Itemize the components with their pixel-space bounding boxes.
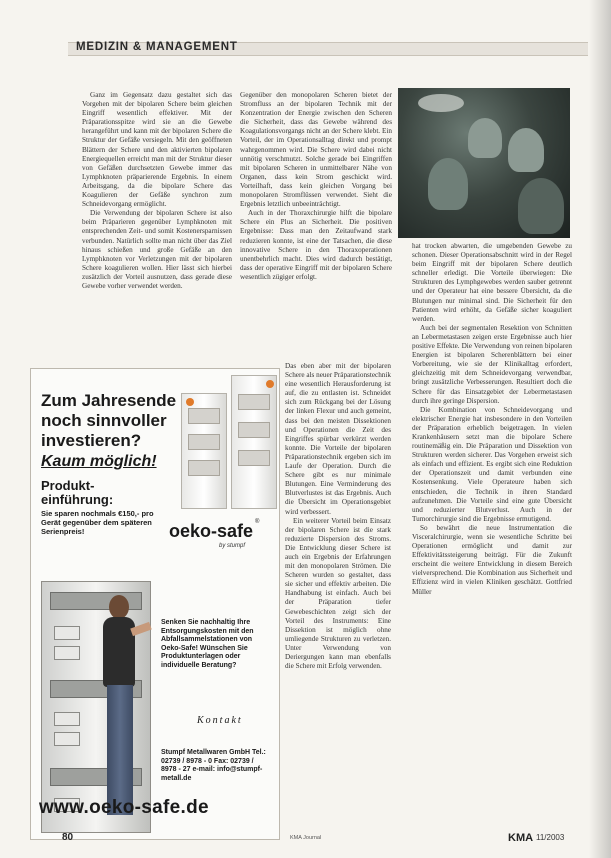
surgeon-figure: [468, 118, 502, 158]
article-column-1: [82, 91, 232, 291]
ad-kontakt: Kontakt: [197, 715, 243, 726]
woman-figure: [85, 595, 155, 825]
drawer: [238, 394, 270, 410]
ad-headline-3: investieren?: [41, 431, 142, 450]
paragraph: Ein weiterer Vorteil beim Einsatz der bipolaren Schere ist die stark reduzierte Dispersion des Stroms. Die Entwicklung dieser Schere ist auch ein Ergebnis der Erfahrungen mit den monopolaren Strömen. Die Scheren wurden so gestaltet, dass sie sicher und effektiv arbeiten. Die Handhabung ist einfach. Auch bei der Präparation tiefer Gewebeschichten zeigt sich der Vorteil des Instruments: Eine Dissektion ist möglich ohne umliegende Strukturen zu verletzen. Unter Verwendung von Deriergungen kann man ebenfalls die Schere mit Erfolg verwenden.: [285, 516, 391, 671]
footer-publication: KMA Journal: [290, 835, 322, 841]
cabinet: [231, 375, 277, 509]
paragraph: hat trocken abwarten, die umgebenden Gewebe zu schonen. Dieser Operationsabschnitt wird in der Regel beim Eingriff mit der bipolaren Schere deutlich schneller erledigt. Die Vorteile überwiegen: Die Strukturen des Lymphgewebes werden sauber getrennt und der Operateur hat eine bessere Übersicht, da die Blutungen nur minimal sind. Die Sicherheit für den Patienten wird erhöht, da Gefäße sicher koaguliert werden.: [412, 242, 572, 323]
bin: [54, 732, 80, 746]
drawer: [238, 422, 270, 438]
drawer: [238, 450, 270, 466]
knob: [266, 380, 274, 388]
logo-text: oeko-safe: [169, 521, 254, 541]
ad-promo-text: Sie sparen nochmals €150,- pro Gerät gegenüber dem späteren Serienpreis!: [41, 509, 154, 536]
surgeon-figure: [518, 178, 564, 234]
magazine-brand: KMA: [508, 832, 534, 844]
oeko-safe-logo: [169, 521, 259, 551]
surgery-photo: [398, 88, 570, 238]
paragraph: Gegenüber den monopolaren Scheren bietet der Stromfluss an der bipolaren Technik mit der Konzentration der Energie zwischen den Scheren die Sicherheit, dass das Gewebe während des Koagulationsvorgangs nicht an der Schere klebt. Ein Vorteil, der im Operationsalltag direkt und prompt wahrgenommen wird. Die Schere wird dabei nicht unnötig verschmutzt. Solche gerade bei Eingriffen mit bipolaren Scheren in unmittelbarer Nähe von Organen, dass kein Strom geschickt wird. Vorteilhaft, dass kein gleichen Vorgang bei monopolaren Stromflüssen verwendet. Sieht die Ergebnis letztlich unbeeinträchtigt.: [240, 91, 392, 209]
ad-info-text: Senken Sie nachhaltig Ihre Entsorgungskosten mit den Abfallsammelstationen von Oeko-Safe! Wünschen Sie Produktunterlagen oder individuelle Beratung?: [161, 619, 254, 669]
logo-subtitle: by stumpf: [219, 543, 246, 549]
bin: [54, 712, 80, 726]
article-column-3: [412, 242, 572, 597]
cabinet: [181, 393, 227, 509]
cabinet-illustration: [181, 375, 277, 515]
paragraph: Auch bei der segmentalen Resektion von Schnitten an Lebermetastasen zeigen erste Ergebnisse auch hier positive Effekte. Die Verwendung von reinen bipolaren Energien ist bipolaren Scherenblättern bei einer Vorbereitung, wie sie der Klinikalltag erfordert, gleichzeitig mit dem Schneidevorgang verwendbar, bringt zusätzliche Verbesserungen. Resultiert doch die Schere für das Einsatzgebiet der Lebermetastasen durch ihre geringe Dispersion.: [412, 323, 572, 405]
paragraph: Auch in der Thoraxchirurgie hilft die bipolare Schere ein Plus an Sicherheit. Die positiven Ergebnisse: Dass man den Zeitaufwand stark reduzieren konnte, ist eine der Tatsachen, die diese innovative Schere in den Thoraxoperationen unentbehrlich macht. Dies wird dadurch bestätigt, dass der operative Eingriff mit der bipolaren Schere wesentlich zügiger erfolgt.: [240, 209, 392, 281]
bin: [54, 646, 80, 660]
surgeon-figure: [508, 128, 544, 172]
page-edge-shadow: [589, 0, 611, 858]
article-column-2: [240, 91, 392, 282]
ad-headline-4: Kaum möglich!: [41, 453, 157, 470]
section-title: MEDIZIN & MANAGEMENT: [76, 41, 238, 53]
ad-promo-title: Produkt- einführung:: [41, 478, 114, 507]
drawer: [188, 408, 220, 424]
paragraph: Das eben aber mit der bipolaren Schere als neuer Präparationstechnik eine wesentlich Herausforderung ist auf, die zu entlasten ist. Schneidet sich zum Rückgang bei der Lösung der linken Flexur und auch gemeint, dass bei den meisten Dissektionen und Operationen die Zeit des Eingriffes spürbar verkürzt werden konnte. Die Vorteile der bipolaren Präparationstechnik ergeben sich im Laufe der Operation. Durch die Schere gibt es nur minimale Blutungen. Eine Verminderung des Blutverlustes ist das Ergebnis. Auch die Übersicht im Operationsgebiet wird verbessert.: [285, 362, 391, 516]
ad-company-contact: Stumpf Metallwaren GmbH Tel.: 02739 / 8978 - 0 Fax: 02739 / 8978 - 27 e-mail: info@stumpf-metall.de: [161, 749, 266, 782]
ad-headline-2: noch sinnvoller: [41, 411, 167, 430]
paragraph: Die Verwendung der bipolaren Schere ist also beim Präparieren gegenüber Lymphknoten mit entsprechenden Zeit- und somit Kostenersparnissen verbunden. Natürlich sollte man nicht über das Ziel hinaus schießen und große Gefäße an den Lymphknoten vor Verletzungen mit der bipolaren Schere koagulieren wollen. Hier lässt sich hierbei zusätzlich der Vorteil ausnutzen, dass gerade diese Gewebe vorher verwendet werden.: [82, 209, 232, 290]
ad-url[interactable]: www.oeko-safe.de: [39, 797, 209, 818]
issue-number: 11/2003: [536, 833, 565, 842]
legs: [107, 685, 133, 815]
bin: [54, 626, 80, 640]
logo-registered: ®: [255, 519, 260, 525]
drawer: [188, 460, 220, 476]
head: [109, 595, 129, 619]
ad-headline-1: Zum Jahresende: [41, 391, 177, 410]
knob: [186, 398, 194, 406]
paragraph: So bewährt die neue Instrumentation die Visceralchirurgie, wenn sie wesentliche Schritte bei Operationen ermöglicht und damit zur Effektivitätssteigerung beiträgt. Für die Zukunft erscheint die weitere Entwicklung in diesem Bereich vielversprechend. Die Kombination aus Sicherheit und Effizienz wird in vielen Kliniken geschätzt. Gottfried Müller: [412, 523, 572, 596]
paragraph: Die Kombination von Schneidevorgang und elektrischer Energie hat insbesondere in den Vorteilen der Präparation erheblich beigetragen. In vielen Krankenhäusern setzt man die bipolare Schere routinemäßig ein. Die Präparation und Dissektion von Strukturen werden sicherer. Das Vorgehen erweist sich als einfach und effizient. Es ergibt sich eine Reduktion der Operationszeit und damit verbunden eine Kostensenkung. Viele Operateure haben sich entschieden, die Technik in ihren Standard aufzunehmen. Die Vorteile sind eine gute Übersicht und reduzierter Blutverlust. Auch in der Tumorchirurgie sind die Ergebnisse ermutigend.: [412, 405, 572, 523]
paragraph: Ganz im Gegensatz dazu gestaltet sich das Vorgehen mit der bipolaren Schere beim gleichen Eingriff wesentlich effektiver. Mit der Präparationsspitze wird sie an die Gewebe herangeführt und kann mit der bipolaren Schere die Struktur der Gefäße versiegeln. Mit den geöffneten Blättern der Schere und den aktivierten bipolaren Energiequellen erreicht man mit der Struktur dieser von Gefäßen durchsetzten Gewebe immer das Lymphknoten präparierende Ergebnis. In einem Arbeitsgang, da die bipolare Schere das Koagulieren der Gefäße synchron zum Schneidevorgang ermöglicht.: [82, 91, 232, 209]
page-number: 80: [62, 832, 74, 843]
surgical-lamp: [418, 94, 464, 112]
surgeon-figure: [428, 158, 468, 210]
drawer: [188, 434, 220, 450]
advertisement[interactable]: [30, 368, 280, 840]
article-column-2-lower: [285, 362, 391, 671]
